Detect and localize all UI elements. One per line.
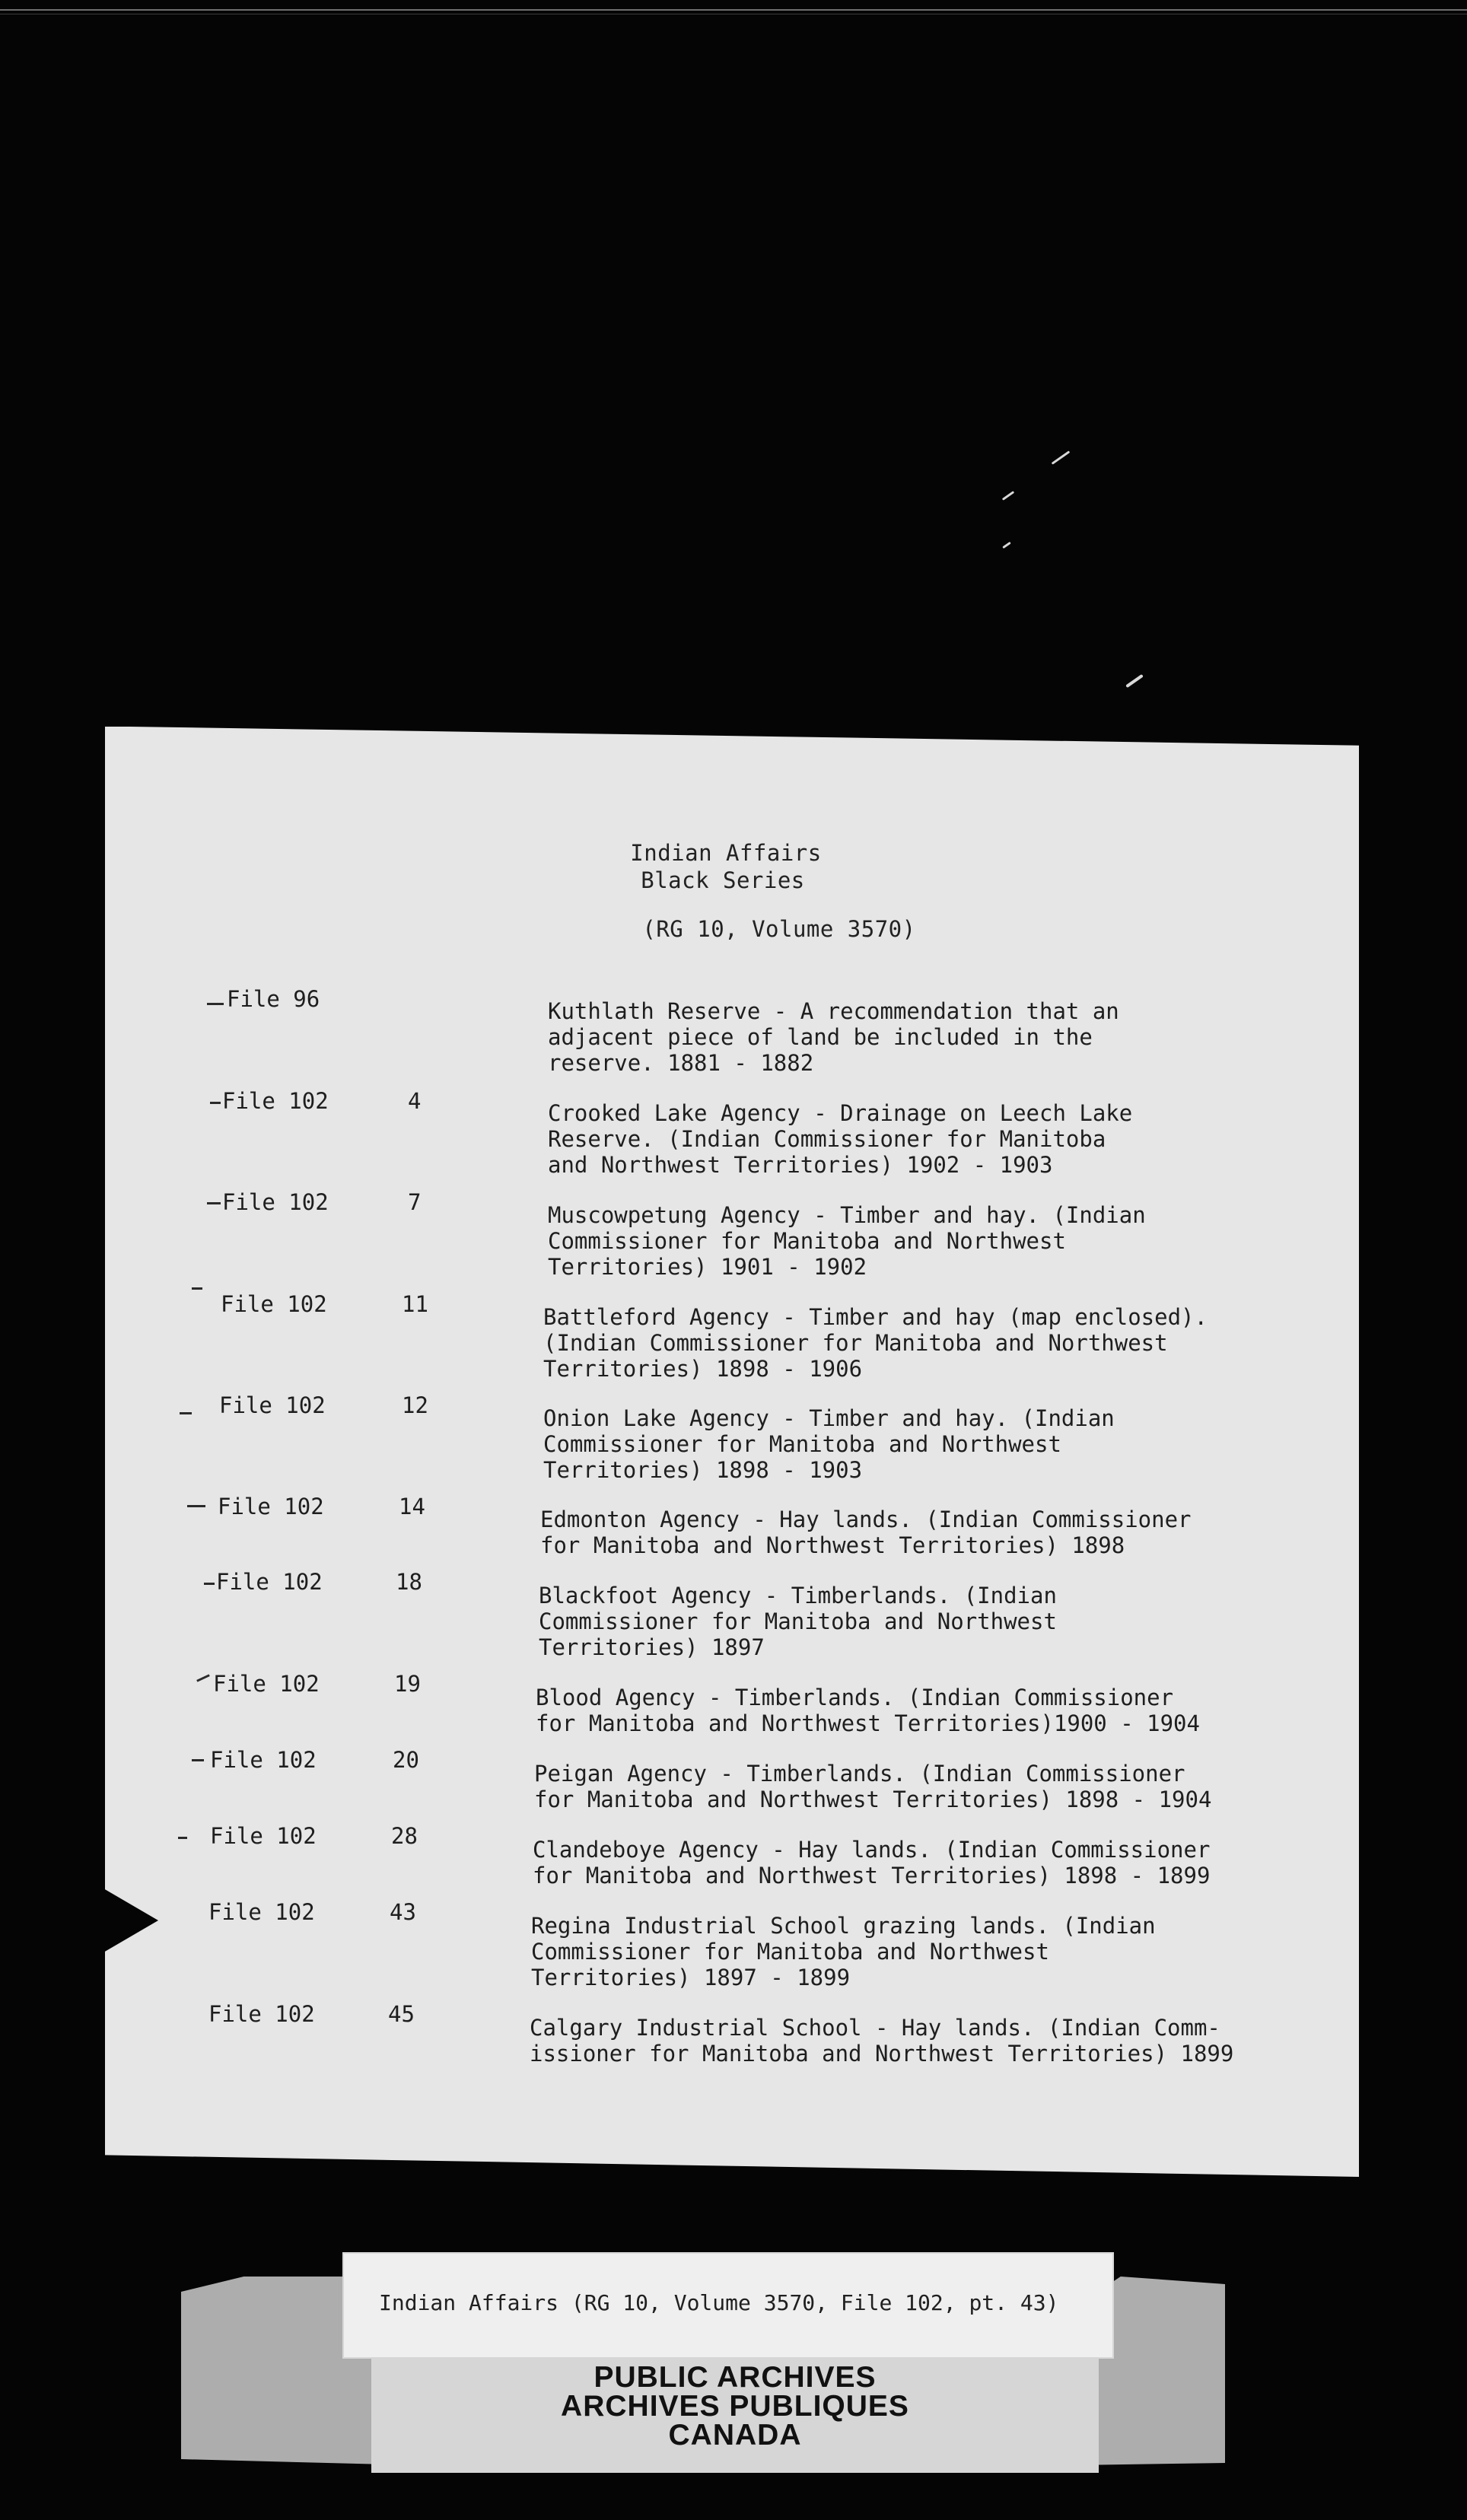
handwritten-tick: [207, 1003, 224, 1005]
file-description: Peigan Agency - Timberlands. (Indian Commissioner for Manitoba and Northwest Territories) 1898 - 1904: [534, 1761, 1212, 1812]
file-number: File 102: [221, 1291, 327, 1317]
scan-speck: [1125, 674, 1144, 688]
scan-speck: [1002, 491, 1014, 501]
file-number: File 102: [222, 1088, 329, 1114]
file-part: 14: [399, 1494, 425, 1519]
file-description: Blood Agency - Timberlands. (Indian Commissioner for Manitoba and Northwest Territories)1900 - 1904: [536, 1685, 1200, 1736]
scan-speck: [1052, 450, 1071, 465]
file-label: [344, 2254, 1112, 2357]
file-description: Onion Lake Agency - Timber and hay. (Indian Commissioner for Manitoba and Northwest Territories) 1898 - 1903: [543, 1405, 1115, 1483]
file-description: Edmonton Agency - Hay lands. (Indian Commissioner for Manitoba and Northwest Territories) 1898: [540, 1507, 1192, 1558]
file-number: File 102: [208, 1899, 315, 1925]
file-description: Muscowpetung Agency - Timber and hay. (Indian Commissioner for Manitoba and Northwest Territories) 1901 - 1902: [548, 1202, 1146, 1280]
handwritten-tick: [192, 1287, 202, 1290]
file-part: 43: [390, 1899, 416, 1925]
file-number: File 102: [210, 1823, 317, 1849]
file-part: 45: [388, 2001, 415, 2027]
archive-stamp: [371, 2363, 1099, 2450]
file-part: 11: [402, 1291, 428, 1317]
file-number: File 102: [210, 1747, 317, 1773]
top-border: [0, 9, 1467, 11]
stamp-line-1: PUBLIC ARCHIVES: [593, 2361, 877, 2394]
document-series: Black Series: [641, 867, 805, 893]
file-number: File 102: [216, 1569, 323, 1595]
file-part: 4: [408, 1088, 422, 1114]
file-description: Clandeboye Agency - Hay lands. (Indian Commissioner for Manitoba and Northwest Territories) 1898 - 1899: [533, 1837, 1211, 1888]
file-part: 19: [394, 1671, 421, 1697]
file-part: 20: [393, 1747, 419, 1773]
file-description: Calgary Industrial School - Hay lands. (Indian Comm- issioner for Manitoba and Northwest Territories) 1899: [530, 2015, 1234, 2067]
file-number: File 102: [213, 1671, 320, 1697]
file-part: 12: [402, 1392, 428, 1418]
file-number: File 102: [208, 2001, 315, 2027]
file-number: File 102: [219, 1392, 326, 1418]
document-volume: (RG 10, Volume 3570): [642, 916, 916, 942]
handwritten-tick: [204, 1583, 215, 1585]
handwritten-tick: [178, 1837, 187, 1839]
stamp-line-3: CANADA: [668, 2419, 802, 2452]
file-part: 18: [396, 1569, 422, 1595]
file-part: 7: [408, 1189, 422, 1215]
file-description: Crooked Lake Agency - Drainage on Leech Lake Reserve. (Indian Commissioner for Manitoba and Northwest Territories) 1902 - 1903: [548, 1100, 1133, 1178]
handwritten-tick: [210, 1102, 221, 1104]
file-description: Battleford Agency - Timber and hay (map enclosed). (Indian Commissioner for Manitoba and Northwest Territories) 1898 - 1906: [543, 1304, 1208, 1382]
handwritten-tick: [207, 1202, 221, 1204]
scan-speck: [1002, 542, 1011, 549]
handwritten-tick: [187, 1505, 205, 1507]
file-part: 28: [391, 1823, 418, 1849]
file-number: File 102: [218, 1494, 324, 1519]
file-number: File 102: [222, 1189, 329, 1215]
handwritten-tick: [180, 1412, 192, 1414]
file-description: Blackfoot Agency - Timberlands. (Indian Commissioner for Manitoba and Northwest Territories) 1897: [539, 1583, 1057, 1660]
page-notch: [103, 1888, 158, 1952]
file-number: File 96: [227, 986, 320, 1012]
document-title: Indian Affairs: [630, 840, 822, 866]
file-description: Kuthlath Reserve - A recommendation that an adjacent piece of land be included in the reserve. 1881 - 1882: [548, 998, 1119, 1076]
file-description: Regina Industrial School grazing lands. (Indian Commissioner for Manitoba and Northwest Territories) 1897 - 1899: [531, 1913, 1156, 1990]
stamp-line-2: ARCHIVES PUBLIQUES: [561, 2390, 909, 2423]
handwritten-tick: [192, 1759, 204, 1761]
file-label-text: Indian Affairs (RG 10, Volume 3570, File 102, pt. 43): [379, 2290, 1059, 2315]
